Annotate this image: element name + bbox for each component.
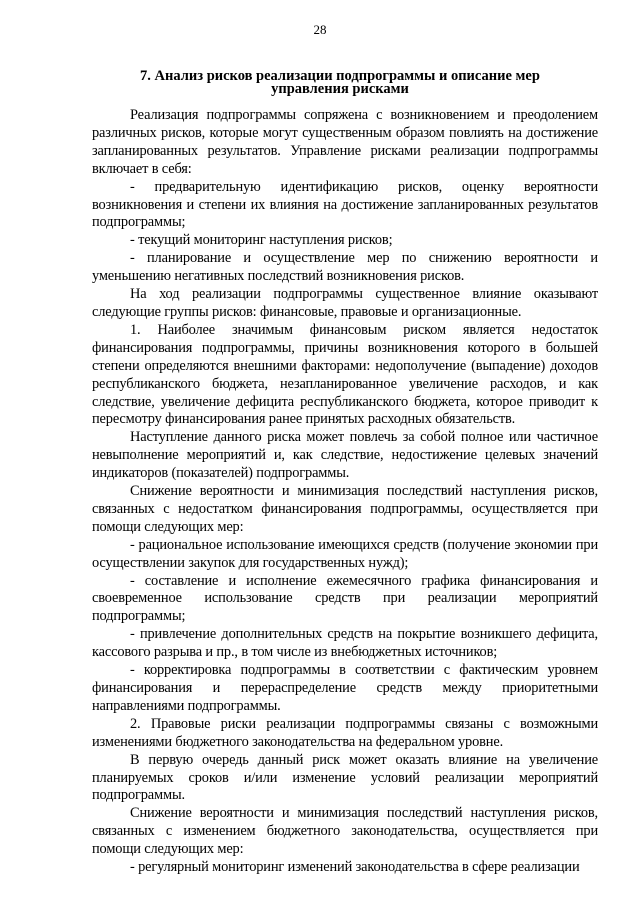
list-item: - привлечение дополнительных средств на покрытие возникшего дефицита, кассового разрыва и пр., в том числе из внебюджетных источников; [92,626,598,661]
list-item: - рациональное использование имеющихся средств (получение экономии при осуществлении закупок для государственных нужд); [92,536,598,571]
document-body [92,107,598,877]
paragraph: Снижение вероятности и минимизация последствий наступления рисков, связанных с недостатком финансирования подпрограммы, осуществляется при помощи следующих мер: [92,483,598,535]
list-item: - составление и исполнение ежемесячного графика финансирования и своевременное использование средств при реализации мероприятий подпрограммы; [92,572,598,625]
list-item: - предварительную идентификацию рисков, оценку вероятности возникновения и степени их влияния на достижение запланированных результатов подпрограммы; [92,178,598,231]
page-number: 28 [313,22,327,37]
section-title: 7. Анализ рисков реализации подпрограммы и описание мер управления рисками [140,67,540,97]
paragraph: Снижение вероятности и минимизация последствий наступления рисков, связанных с изменением бюджетного законодательства, осуществляется при помощи следующих мер: [92,805,598,858]
paragraph: На ход реализации подпрограммы существенное влияние оказывают следующие группы рисков: финансовые, правовые и организационные. [92,286,598,320]
paragraph: В первую очередь данный риск может оказать влияние на увеличение планируемых сроков и/или изменение условий реализации мероприятий подпрограммы. [92,751,598,804]
list-item: - регулярный мониторинг изменений законодательства в сфере реализации [130,859,580,876]
paragraph-legal-risks: 2. Правовые риски реализации подпрограммы связаны с возможными изменениями бюджетного законодательства на федеральном уровне. [92,715,598,750]
list-item: - текущий мониторинг наступления рисков; [130,232,393,249]
paragraph-financial-risks: 1. Наиболее значимым финансовым риском является недостаток финансирования подпрограммы, причины возникновения которого в большей степени определяются внешними факторами: недополучение (выпадение) доходов республиканского бюджета, незапланированное увеличение расходов, и как следствие, увеличение дефицита республиканского бюджета, которое приводит к пересмотру финансирования ранее принятых расходных обязательств. [92,321,598,428]
list-item: - корректировка подпрограммы в соответствии с фактическим уровнем финансирования и перераспределение средств между приоритетными направлениями подпрограммы. [92,662,598,714]
paragraph: Наступление данного риска может повлечь за собой полное или частичное невыполнение мероприятий и, как следствие, недостижение целевых значений индикаторов (показателей) подпрограммы. [92,429,598,482]
paragraph-intro: Реализация подпрограммы сопряжена с возникновением и преодолением различных рисков, которые могут существенным образом повлиять на достижение запланированных результатов. Управление рисками реализации подпрограммы включает в себя: [92,107,598,177]
list-item: - планирование и осуществление мер по снижению вероятности и уменьшению негативных последствий возникновения рисков. [92,250,598,285]
